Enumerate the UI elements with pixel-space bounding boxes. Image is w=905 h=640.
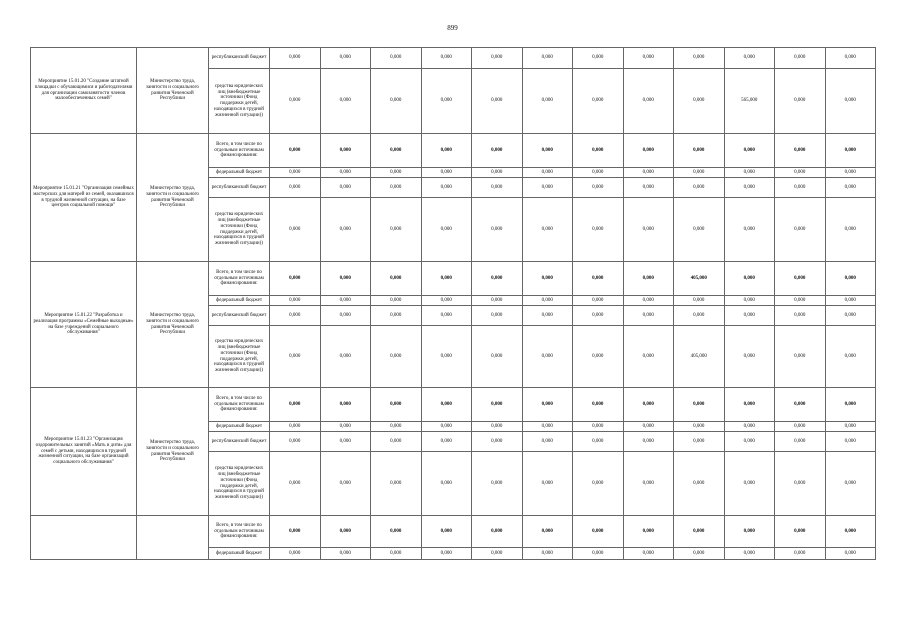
amount-cell: 0,000 (421, 296, 472, 306)
amount-cell: 0,000 (320, 422, 371, 432)
amount-cell: 0,000 (522, 296, 573, 306)
amount-cell: 0,000 (825, 262, 876, 296)
amount-cell: 0,000 (825, 432, 876, 452)
amount-cell: 0,000 (775, 306, 826, 326)
amount-cell: 405,000 (674, 326, 725, 388)
measure-name: Мероприятие 15.01.22 "Разработка и реализация программы «Семейные выходные» на базе учреждений социального обслуживания" (31, 262, 137, 388)
amount-cell: 0,000 (421, 432, 472, 452)
funding-source: республиканский бюджет (209, 178, 270, 198)
amount-cell: 0,000 (674, 432, 725, 452)
amount-cell: 0,000 (724, 388, 775, 422)
amount-cell: 0,000 (421, 388, 472, 422)
executor-name: Министерство труда, занятости и социального развития Чеченской Республики (137, 48, 209, 134)
amount-cell: 0,000 (472, 388, 523, 422)
amount-cell: 0,000 (472, 178, 523, 198)
amount-cell: 0,000 (775, 69, 826, 134)
amount-cell: 0,000 (371, 452, 422, 516)
amount-cell: 0,000 (724, 516, 775, 548)
amount-cell: 0,000 (270, 178, 321, 198)
amount-cell: 0,000 (320, 432, 371, 452)
funding-source: средства юридических лиц (внебюджетные источники (Фонд поддержки детей, находящихся в трудной жизненной ситуации)) (209, 452, 270, 516)
amount-cell: 0,000 (775, 516, 826, 548)
amount-cell: 0,000 (623, 548, 674, 560)
amount-cell: 0,000 (825, 168, 876, 178)
amount-cell: 0,000 (472, 198, 523, 262)
amount-cell: 0,000 (623, 198, 674, 262)
amount-cell: 0,000 (674, 48, 725, 69)
amount-cell: 0,000 (472, 296, 523, 306)
amount-cell: 0,000 (573, 388, 624, 422)
amount-cell: 0,000 (522, 168, 573, 178)
amount-cell: 0,000 (472, 452, 523, 516)
amount-cell: 0,000 (775, 388, 826, 422)
amount-cell: 0,000 (320, 198, 371, 262)
amount-cell: 0,000 (775, 422, 826, 432)
amount-cell: 0,000 (674, 422, 725, 432)
amount-cell: 0,000 (573, 422, 624, 432)
amount-cell: 0,000 (320, 262, 371, 296)
amount-cell: 0,000 (522, 178, 573, 198)
amount-cell: 0,000 (623, 422, 674, 432)
amount-cell: 0,000 (371, 388, 422, 422)
amount-cell: 0,000 (320, 296, 371, 306)
amount-cell: 0,000 (371, 516, 422, 548)
amount-cell: 0,000 (472, 548, 523, 560)
amount-cell: 0,000 (825, 548, 876, 560)
amount-cell: 0,000 (573, 452, 624, 516)
amount-cell: 0,000 (371, 326, 422, 388)
amount-cell: 0,000 (674, 134, 725, 168)
amount-cell: 0,000 (371, 422, 422, 432)
amount-cell: 0,000 (724, 262, 775, 296)
amount-cell: 0,000 (421, 422, 472, 432)
amount-cell: 0,000 (320, 69, 371, 134)
amount-cell: 0,000 (775, 262, 826, 296)
funding-source: Всего, в том числе по отдельным источникам финансирования: (209, 134, 270, 168)
amount-cell: 0,000 (573, 178, 624, 198)
amount-cell: 0,000 (320, 134, 371, 168)
amount-cell: 0,000 (623, 262, 674, 296)
amount-cell: 0,000 (623, 432, 674, 452)
amount-cell: 0,000 (724, 134, 775, 168)
amount-cell: 0,000 (270, 296, 321, 306)
measure-name: Мероприятие 15.01.21 "Организация семейных мастерских для матерей из семей, оказавшихся в трудной жизненной ситуации, на базе центров социальной помощи" (31, 134, 137, 262)
amount-cell: 0,000 (522, 306, 573, 326)
amount-cell: 0,000 (522, 432, 573, 452)
amount-cell: 0,000 (320, 48, 371, 69)
amount-cell: 0,000 (573, 516, 624, 548)
amount-cell: 0,000 (522, 548, 573, 560)
amount-cell: 0,000 (623, 306, 674, 326)
amount-cell: 0,000 (825, 452, 876, 516)
budget-table (30, 47, 876, 560)
amount-cell: 0,000 (421, 168, 472, 178)
amount-cell: 0,000 (371, 168, 422, 178)
amount-cell: 0,000 (674, 69, 725, 134)
amount-cell: 0,000 (371, 548, 422, 560)
amount-cell: 0,000 (724, 326, 775, 388)
table-row (31, 516, 876, 548)
amount-cell: 0,000 (573, 306, 624, 326)
amount-cell: 0,000 (775, 296, 826, 306)
amount-cell: 0,000 (724, 432, 775, 452)
funding-source: средства юридических лиц (внебюджетные источники (Фонд поддержки детей, находящихся в трудной жизненной ситуации)) (209, 326, 270, 388)
funding-source: федеральный бюджет (209, 168, 270, 178)
amount-cell: 0,000 (775, 48, 826, 69)
amount-cell: 0,000 (775, 198, 826, 262)
amount-cell: 0,000 (573, 198, 624, 262)
amount-cell: 0,000 (421, 134, 472, 168)
table-row (31, 262, 876, 296)
amount-cell: 0,000 (270, 134, 321, 168)
amount-cell: 0,000 (674, 306, 725, 326)
amount-cell: 0,000 (371, 134, 422, 168)
amount-cell: 0,000 (825, 422, 876, 432)
amount-cell: 0,000 (573, 69, 624, 134)
amount-cell: 0,000 (522, 388, 573, 422)
amount-cell: 0,000 (472, 168, 523, 178)
amount-cell: 0,000 (522, 134, 573, 168)
amount-cell: 0,000 (320, 388, 371, 422)
funding-source: средства юридических лиц (внебюджетные источники (Фонд поддержки детей, находящихся в трудной жизненной ситуации)) (209, 198, 270, 262)
amount-cell: 0,000 (270, 422, 321, 432)
amount-cell: 0,000 (775, 452, 826, 516)
amount-cell: 0,000 (674, 198, 725, 262)
amount-cell: 0,000 (825, 48, 876, 69)
amount-cell: 0,000 (825, 198, 876, 262)
amount-cell: 0,000 (371, 48, 422, 69)
amount-cell: 0,000 (825, 178, 876, 198)
amount-cell: 0,000 (522, 69, 573, 134)
funding-source: Всего, в том числе по отдельным источникам финансирования: (209, 388, 270, 422)
amount-cell: 0,000 (775, 432, 826, 452)
amount-cell: 0,000 (472, 326, 523, 388)
amount-cell: 0,000 (421, 178, 472, 198)
amount-cell: 0,000 (320, 168, 371, 178)
amount-cell: 0,000 (573, 168, 624, 178)
amount-cell: 0,000 (825, 306, 876, 326)
amount-cell: 0,000 (472, 432, 523, 452)
amount-cell: 0,000 (724, 48, 775, 69)
amount-cell: 0,000 (320, 178, 371, 198)
amount-cell: 0,000 (573, 296, 624, 306)
amount-cell: 0,000 (825, 326, 876, 388)
amount-cell: 0,000 (320, 548, 371, 560)
amount-cell: 0,000 (775, 548, 826, 560)
amount-cell: 0,000 (573, 548, 624, 560)
amount-cell: 0,000 (371, 262, 422, 296)
amount-cell: 0,000 (623, 516, 674, 548)
amount-cell: 0,000 (472, 516, 523, 548)
amount-cell: 0,000 (270, 516, 321, 548)
amount-cell: 0,000 (421, 48, 472, 69)
amount-cell: 0,000 (421, 548, 472, 560)
amount-cell: 0,000 (573, 326, 624, 388)
amount-cell: 0,000 (825, 516, 876, 548)
funding-source: республиканский бюджет (209, 432, 270, 452)
amount-cell: 0,000 (472, 306, 523, 326)
amount-cell: 0,000 (371, 306, 422, 326)
amount-cell: 565,000 (724, 69, 775, 134)
amount-cell: 0,000 (270, 432, 321, 452)
amount-cell: 0,000 (472, 48, 523, 69)
table-row (31, 388, 876, 422)
amount-cell: 0,000 (724, 452, 775, 516)
executor-name: Министерство труда, занятости и социального развития Чеченской Республики (137, 262, 209, 388)
amount-cell: 0,000 (674, 516, 725, 548)
amount-cell: 0,000 (825, 388, 876, 422)
table-row (31, 48, 876, 69)
amount-cell: 0,000 (371, 432, 422, 452)
amount-cell: 0,000 (623, 452, 674, 516)
amount-cell: 0,000 (522, 422, 573, 432)
amount-cell: 0,000 (623, 168, 674, 178)
executor-name (137, 516, 209, 560)
amount-cell: 0,000 (573, 134, 624, 168)
amount-cell: 0,000 (270, 262, 321, 296)
amount-cell: 0,000 (522, 198, 573, 262)
amount-cell: 0,000 (724, 306, 775, 326)
amount-cell: 0,000 (674, 296, 725, 306)
funding-source: Всего, в том числе по отдельным источникам финансирования: (209, 516, 270, 548)
amount-cell: 0,000 (421, 198, 472, 262)
funding-source: республиканский бюджет (209, 306, 270, 326)
amount-cell: 0,000 (674, 548, 725, 560)
amount-cell: 0,000 (623, 48, 674, 69)
amount-cell: 0,000 (522, 262, 573, 296)
funding-source: федеральный бюджет (209, 548, 270, 560)
amount-cell: 0,000 (825, 134, 876, 168)
amount-cell: 0,000 (775, 134, 826, 168)
amount-cell: 0,000 (270, 548, 321, 560)
amount-cell: 0,000 (421, 326, 472, 388)
amount-cell: 0,000 (623, 69, 674, 134)
amount-cell: 0,000 (472, 262, 523, 296)
amount-cell: 0,000 (623, 296, 674, 306)
executor-name: Министерство труда, занятости и социального развития Чеченской Республики (137, 134, 209, 262)
amount-cell: 0,000 (724, 548, 775, 560)
amount-cell: 0,000 (623, 326, 674, 388)
amount-cell: 0,000 (421, 69, 472, 134)
amount-cell: 0,000 (623, 178, 674, 198)
amount-cell: 0,000 (623, 134, 674, 168)
funding-source: федеральный бюджет (209, 422, 270, 432)
funding-source: республиканский бюджет (209, 48, 270, 69)
amount-cell: 0,000 (674, 452, 725, 516)
amount-cell: 405,000 (674, 262, 725, 296)
amount-cell: 0,000 (775, 326, 826, 388)
amount-cell: 0,000 (270, 69, 321, 134)
amount-cell: 0,000 (522, 48, 573, 69)
amount-cell: 0,000 (320, 516, 371, 548)
amount-cell: 0,000 (472, 422, 523, 432)
amount-cell: 0,000 (573, 262, 624, 296)
amount-cell: 0,000 (371, 296, 422, 306)
amount-cell: 0,000 (825, 296, 876, 306)
amount-cell: 0,000 (573, 48, 624, 69)
amount-cell: 0,000 (270, 452, 321, 516)
amount-cell: 0,000 (724, 198, 775, 262)
amount-cell: 0,000 (775, 168, 826, 178)
table-row (31, 134, 876, 168)
amount-cell: 0,000 (724, 178, 775, 198)
amount-cell: 0,000 (371, 198, 422, 262)
amount-cell: 0,000 (674, 388, 725, 422)
funding-source: Всего, в том числе по отдельным источникам финансирования: (209, 262, 270, 296)
amount-cell: 0,000 (573, 432, 624, 452)
amount-cell: 0,000 (421, 516, 472, 548)
amount-cell: 0,000 (270, 306, 321, 326)
amount-cell: 0,000 (674, 168, 725, 178)
amount-cell: 0,000 (270, 326, 321, 388)
amount-cell: 0,000 (724, 168, 775, 178)
amount-cell: 0,000 (270, 48, 321, 69)
amount-cell: 0,000 (522, 326, 573, 388)
amount-cell: 0,000 (320, 326, 371, 388)
amount-cell: 0,000 (371, 178, 422, 198)
funding-source: средства юридических лиц (внебюджетные источники (Фонд поддержки детей, находящихся в трудной жизненной ситуации)) (209, 69, 270, 134)
page-number: 899 (447, 24, 458, 32)
amount-cell: 0,000 (270, 168, 321, 178)
amount-cell: 0,000 (472, 134, 523, 168)
amount-cell: 0,000 (674, 178, 725, 198)
measure-name (31, 516, 137, 560)
amount-cell: 0,000 (371, 69, 422, 134)
measure-name: Мероприятие 15.01.23 "Организация оздоровительных занятий «Мать и дитя» для семей с детьми, находящихся в трудной жизненной ситуации, на базе организаций социального обслуживания" (31, 388, 137, 516)
amount-cell: 0,000 (421, 306, 472, 326)
measure-name: Мероприятие 15.01.20 "Создание штатной площадки с обучающимися и работодателями для организации самозанятости членов малообеспеченных семей" (31, 48, 137, 134)
amount-cell: 0,000 (270, 388, 321, 422)
amount-cell: 0,000 (825, 69, 876, 134)
amount-cell: 0,000 (623, 388, 674, 422)
amount-cell: 0,000 (775, 178, 826, 198)
amount-cell: 0,000 (421, 452, 472, 516)
amount-cell: 0,000 (320, 306, 371, 326)
funding-source: федеральный бюджет (209, 296, 270, 306)
amount-cell: 0,000 (472, 69, 523, 134)
amount-cell: 0,000 (724, 422, 775, 432)
amount-cell: 0,000 (522, 452, 573, 516)
amount-cell: 0,000 (270, 198, 321, 262)
amount-cell: 0,000 (421, 262, 472, 296)
amount-cell: 0,000 (522, 516, 573, 548)
executor-name: Министерство труда, занятости и социального развития Чеченской Республики (137, 388, 209, 516)
amount-cell: 0,000 (320, 452, 371, 516)
amount-cell: 0,000 (724, 296, 775, 306)
